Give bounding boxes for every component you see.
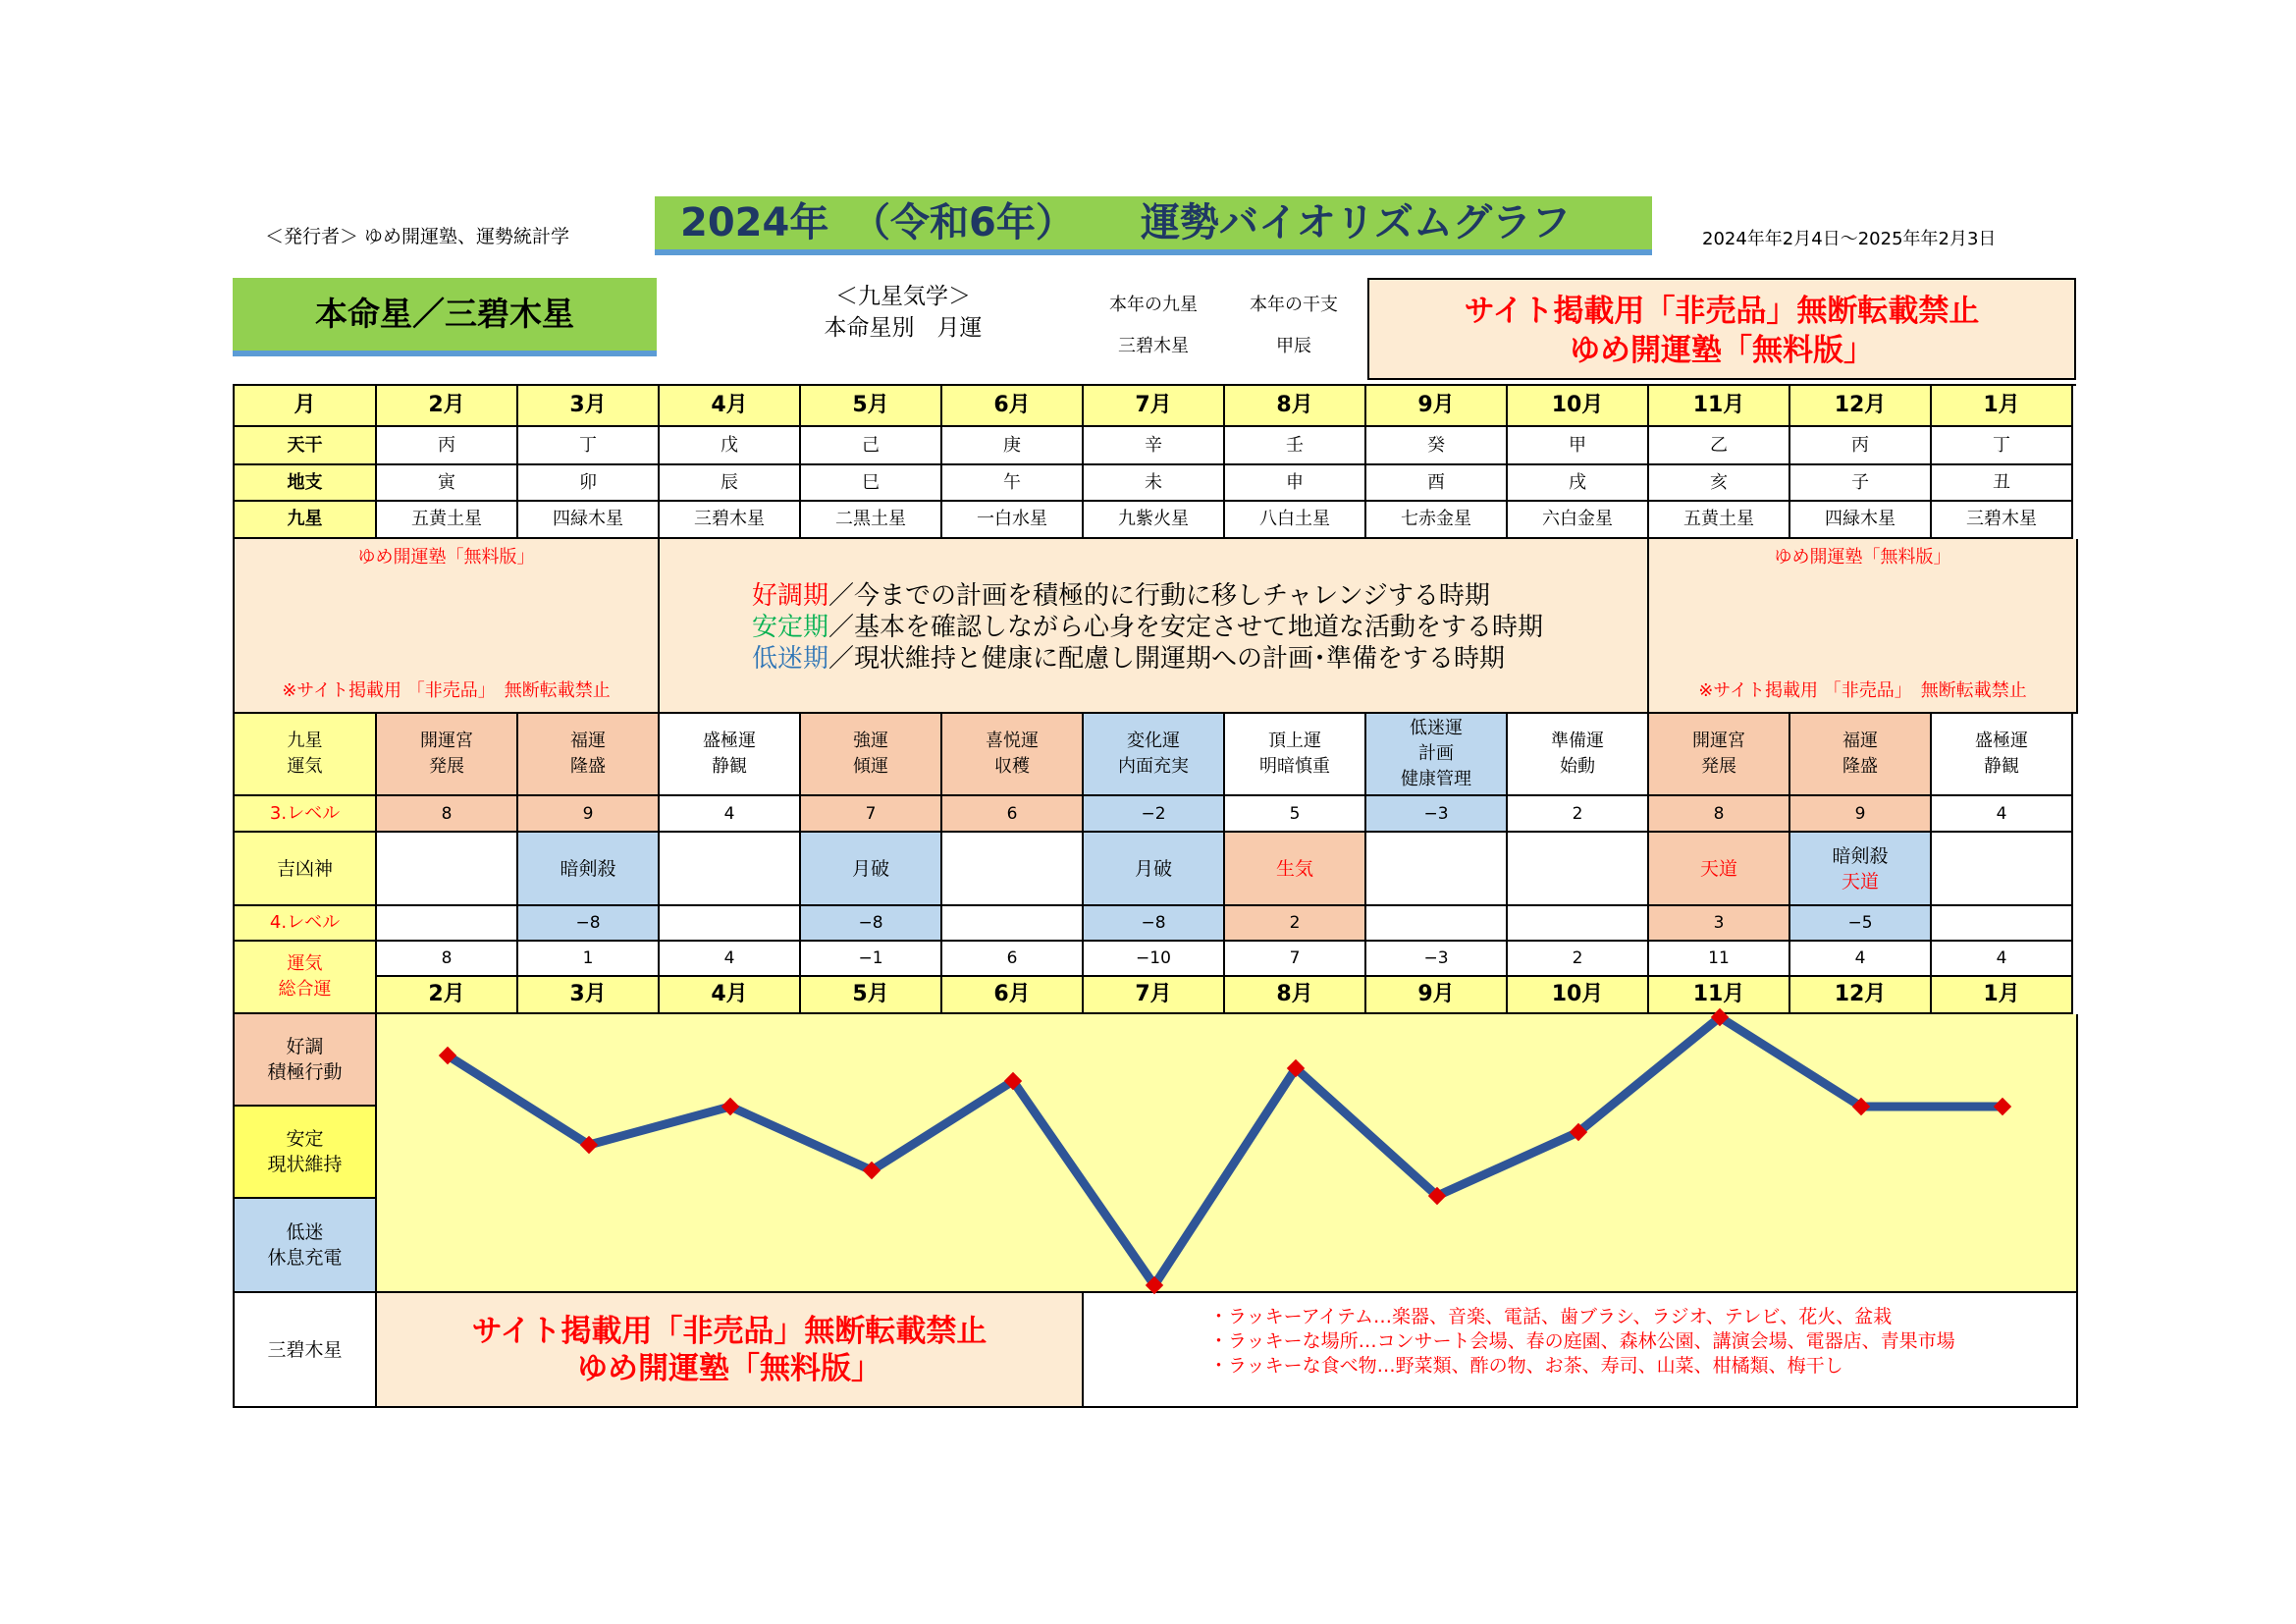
kikkyo-text: 月破 <box>851 857 889 880</box>
row-label-kan: 天干 <box>235 427 377 465</box>
star-cell: 六白金星 <box>1508 502 1649 539</box>
level3-cell: −2 <box>1084 796 1225 833</box>
notice-left <box>235 539 660 714</box>
month-header: 3月 <box>518 386 660 427</box>
kan-cell: 辛 <box>1084 427 1225 465</box>
kan-cell: 壬 <box>1225 427 1366 465</box>
level4-cell <box>377 906 518 942</box>
legend-text: ／現状維持と健康に配慮し開運期への計画･準備をする時期 <box>828 644 1506 674</box>
unki-cell: 変化運 内面充実 <box>1084 714 1225 796</box>
kikkyo-cell <box>1932 833 2073 906</box>
star-cell: 三碧木星 <box>1932 502 2073 539</box>
level4-cell: 3 <box>1649 906 1790 942</box>
row-label-shi: 地支 <box>235 465 377 502</box>
legend-term: 好調期 <box>752 581 829 611</box>
star-cell: 四緑木星 <box>518 502 660 539</box>
level4-cell <box>1508 906 1649 942</box>
title-year: 2024年 <box>680 200 829 245</box>
level4-cell: −8 <box>801 906 942 942</box>
kikkyo-cell <box>1790 833 1932 906</box>
total-cell: 11 <box>1649 942 1790 977</box>
total-cell: 7 <box>1225 942 1366 977</box>
kikkyo-cell <box>377 833 518 906</box>
total-cell: −10 <box>1084 942 1225 977</box>
year-star-value: 三碧木星 <box>1118 336 1189 356</box>
kan-cell: 戊 <box>660 427 801 465</box>
kan-cell: 甲 <box>1508 427 1649 465</box>
kikkyo-cell <box>1508 833 1649 906</box>
kikkyo-text: 天道 <box>1699 857 1737 880</box>
month-header: 7月 <box>1084 386 1225 427</box>
kikkyo-cell <box>801 833 942 906</box>
kikkyo-cell <box>1225 833 1366 906</box>
kan-cell: 乙 <box>1649 427 1790 465</box>
kan-cell: 癸 <box>1366 427 1508 465</box>
month-footer: 3月 <box>518 977 660 1014</box>
fortune-table <box>233 384 2076 1408</box>
star-cell: 八白土星 <box>1225 502 1366 539</box>
kikkyo-cell <box>942 833 1084 906</box>
row-label-unki: 九星 運気 <box>235 714 377 796</box>
shi-cell: 未 <box>1084 465 1225 502</box>
total-cell: 1 <box>518 942 660 977</box>
lucky-item: ・ラッキーな場所…コンサート会場、春の庭園、森林公園、講演会場、電器店、青果市場 <box>1209 1330 1955 1352</box>
kikkyo-extra-text: 天道 <box>1841 870 1879 893</box>
warning-line-2: ゆめ開運塾「無料版」 <box>1570 333 1874 368</box>
total-cell: −3 <box>1366 942 1508 977</box>
kikkyo-cell <box>1649 833 1790 906</box>
kan-cell: 丁 <box>518 427 660 465</box>
unki-cell: 頂上運 明暗慎重 <box>1225 714 1366 796</box>
unki-cell: 準備運 始動 <box>1508 714 1649 796</box>
row-label-total: 運気 総合運 <box>235 942 377 1014</box>
shi-cell: 申 <box>1225 465 1366 502</box>
month-footer: 7月 <box>1084 977 1225 1014</box>
notice-left-bottom: ※サイト掲載用 「非売品」 無断転載禁止 <box>282 680 611 701</box>
honmei-banner: 本命星／三碧木星 <box>233 278 657 356</box>
unki-cell: 強運 傾運 <box>801 714 942 796</box>
star-cell: 二黒土星 <box>801 502 942 539</box>
band-label-good: 好調 積極行動 <box>235 1014 377 1107</box>
footer-warning-line: ゆめ開運塾「無料版」 <box>577 1350 881 1386</box>
shi-cell: 午 <box>942 465 1084 502</box>
star-cell: 九紫火星 <box>1084 502 1225 539</box>
warning-line-1: サイト掲載用「非売品」無断転載禁止 <box>1464 294 1980 329</box>
month-footer: 1月 <box>1932 977 2073 1014</box>
level4-cell <box>660 906 801 942</box>
unki-cell: 盛極運 静観 <box>660 714 801 796</box>
month-header: 1月 <box>1932 386 2073 427</box>
shi-cell: 子 <box>1790 465 1932 502</box>
unki-cell: 開運宮 発展 <box>377 714 518 796</box>
month-header: 9月 <box>1366 386 1508 427</box>
month-header: 10月 <box>1508 386 1649 427</box>
month-footer: 12月 <box>1790 977 1932 1014</box>
legend-term: 安定期 <box>752 613 829 642</box>
level4-cell <box>942 906 1084 942</box>
legend-term: 低迷期 <box>752 644 829 674</box>
kan-cell: 丙 <box>377 427 518 465</box>
unki-cell: 盛極運 静観 <box>1932 714 2073 796</box>
month-header: 4月 <box>660 386 801 427</box>
level3-cell: 8 <box>377 796 518 833</box>
month-footer: 11月 <box>1649 977 1790 1014</box>
row-label-level3: 3.レベル <box>235 796 377 833</box>
footer-warning-line: サイト掲載用「非売品」無断転載禁止 <box>471 1313 988 1349</box>
month-footer: 9月 <box>1366 977 1508 1014</box>
month-footer: 10月 <box>1508 977 1649 1014</box>
level3-cell: 2 <box>1508 796 1649 833</box>
notice-right-bottom: ※サイト掲載用 「非売品」 無断転載禁止 <box>1698 680 2027 701</box>
total-cell: −1 <box>801 942 942 977</box>
lucky-box <box>1084 1293 2078 1408</box>
lucky-list <box>1209 1305 1955 1379</box>
year-eto-label: 本年の干支 <box>1250 295 1338 315</box>
star-cell: 四緑木星 <box>1790 502 1932 539</box>
notice-right-top: ゆめ開運塾「無料版」 <box>1774 547 1951 568</box>
publisher-text: ＜発行者＞ ゆめ開運塾、運勢統計学 <box>265 226 570 247</box>
month-footer: 4月 <box>660 977 801 1014</box>
total-cell: 2 <box>1508 942 1649 977</box>
lucky-item: ・ラッキーアイテム…楽器、音楽、電話、歯ブラシ、ラジオ、テレビ、花火、盆栽 <box>1209 1306 1893 1327</box>
year-eto-block <box>1235 285 1353 367</box>
unki-cell: 福運 隆盛 <box>1790 714 1932 796</box>
level3-cell: 4 <box>1932 796 2073 833</box>
unki-cell: 喜悦運 収穫 <box>942 714 1084 796</box>
notice-left-top: ゆめ開運塾「無料版」 <box>357 547 535 568</box>
month-footer: 6月 <box>942 977 1084 1014</box>
shi-cell: 亥 <box>1649 465 1790 502</box>
month-header: 12月 <box>1790 386 1932 427</box>
row-label-month: 月 <box>235 386 377 427</box>
year-star-label: 本年の九星 <box>1109 295 1198 315</box>
kikkyo-cell <box>518 833 660 906</box>
legend-text: ／今までの計画を積極的に行動に移しチャレンジする時期 <box>828 581 1490 611</box>
kikkyo-text: 生気 <box>1275 857 1313 880</box>
level4-cell <box>1932 906 2073 942</box>
footer-warning <box>377 1293 1084 1408</box>
shi-cell: 巳 <box>801 465 942 502</box>
shi-cell: 卯 <box>518 465 660 502</box>
level3-cell: −3 <box>1366 796 1508 833</box>
level3-cell: 6 <box>942 796 1084 833</box>
total-cell: 8 <box>377 942 518 977</box>
unki-cell: 福運 隆盛 <box>518 714 660 796</box>
kikkyo-cell <box>1366 833 1508 906</box>
warning-box <box>1367 278 2076 380</box>
row-label-level4: 4.レベル <box>235 906 377 942</box>
legend-box <box>660 539 1649 714</box>
kikkyo-text: 暗剣殺 <box>1832 844 1889 867</box>
kyusei-title: ＜九星気学＞ <box>835 284 971 309</box>
kan-cell: 己 <box>801 427 942 465</box>
row-label-star: 九星 <box>235 502 377 539</box>
month-footer: 2月 <box>377 977 518 1014</box>
level3-cell: 9 <box>518 796 660 833</box>
month-header: 5月 <box>801 386 942 427</box>
kyusei-sub: 本命星別 月運 <box>824 315 983 341</box>
kan-cell: 丁 <box>1932 427 2073 465</box>
level3-cell: 7 <box>801 796 942 833</box>
total-cell: 4 <box>1932 942 2073 977</box>
kikkyo-text: 暗剣殺 <box>560 857 616 880</box>
shi-cell: 戌 <box>1508 465 1649 502</box>
shi-cell: 酉 <box>1366 465 1508 502</box>
year-eto-value: 甲辰 <box>1276 336 1311 356</box>
month-header: 11月 <box>1649 386 1790 427</box>
kikkyo-text: 月破 <box>1134 857 1172 880</box>
level3-cell: 4 <box>660 796 801 833</box>
level3-cell: 8 <box>1649 796 1790 833</box>
kan-cell: 丙 <box>1790 427 1932 465</box>
month-header: 2月 <box>377 386 518 427</box>
biorhythm-chart <box>377 1014 2078 1293</box>
legend-list <box>752 580 1543 675</box>
legend-text: ／基本を確認しながら心身を安定させて地道な活動をする時期 <box>828 613 1544 642</box>
unki-cell: 低迷運 計画 健康管理 <box>1366 714 1508 796</box>
legend-line <box>752 643 1543 675</box>
star-cell: 七赤金星 <box>1366 502 1508 539</box>
shi-cell: 辰 <box>660 465 801 502</box>
month-footer: 5月 <box>801 977 942 1014</box>
star-cell: 三碧木星 <box>660 502 801 539</box>
unki-cell: 開運宮 発展 <box>1649 714 1790 796</box>
kyusei-heading <box>687 281 1119 344</box>
notice-right <box>1649 539 2078 714</box>
kan-cell: 庚 <box>942 427 1084 465</box>
kikkyo-cell <box>660 833 801 906</box>
star-cell: 五黄土星 <box>1649 502 1790 539</box>
month-header: 6月 <box>942 386 1084 427</box>
shi-cell: 寅 <box>377 465 518 502</box>
title-main: 運勢バイオリズムグラフ <box>1141 200 1571 245</box>
level4-cell: −8 <box>518 906 660 942</box>
lucky-item: ・ラッキーな食べ物…野菜類、酢の物、お茶、寿司、山菜、柑橘類、梅干し <box>1209 1355 1843 1377</box>
title-reiwa: （令和6年） <box>851 200 1075 245</box>
star-cell: 五黄土星 <box>377 502 518 539</box>
data-point <box>1994 1098 2011 1115</box>
legend-line <box>752 612 1543 643</box>
month-footer: 8月 <box>1225 977 1366 1014</box>
kikkyo-cell <box>1084 833 1225 906</box>
level4-cell: −8 <box>1084 906 1225 942</box>
legend-line <box>752 580 1543 612</box>
shi-cell: 丑 <box>1932 465 2073 502</box>
total-cell: 4 <box>660 942 801 977</box>
row-label-kikkyo: 吉凶神 <box>235 833 377 906</box>
month-header: 8月 <box>1225 386 1366 427</box>
title-banner <box>655 196 1652 255</box>
star-cell: 一白水星 <box>942 502 1084 539</box>
year-star-block <box>1095 285 1212 367</box>
level4-cell: −5 <box>1790 906 1932 942</box>
series-line <box>448 1017 2002 1285</box>
total-cell: 4 <box>1790 942 1932 977</box>
level4-cell: 2 <box>1225 906 1366 942</box>
total-cell: 6 <box>942 942 1084 977</box>
level4-cell <box>1366 906 1508 942</box>
band-label-stable: 安定 現状維持 <box>235 1107 377 1199</box>
period-text: 2024年年2月4日～2025年年2月3日 <box>1702 229 1997 249</box>
band-label-low: 低迷 休息充電 <box>235 1199 377 1293</box>
footer-star: 三碧木星 <box>235 1293 377 1408</box>
plot-area <box>377 1014 2078 1293</box>
level3-cell: 5 <box>1225 796 1366 833</box>
level3-cell: 9 <box>1790 796 1932 833</box>
